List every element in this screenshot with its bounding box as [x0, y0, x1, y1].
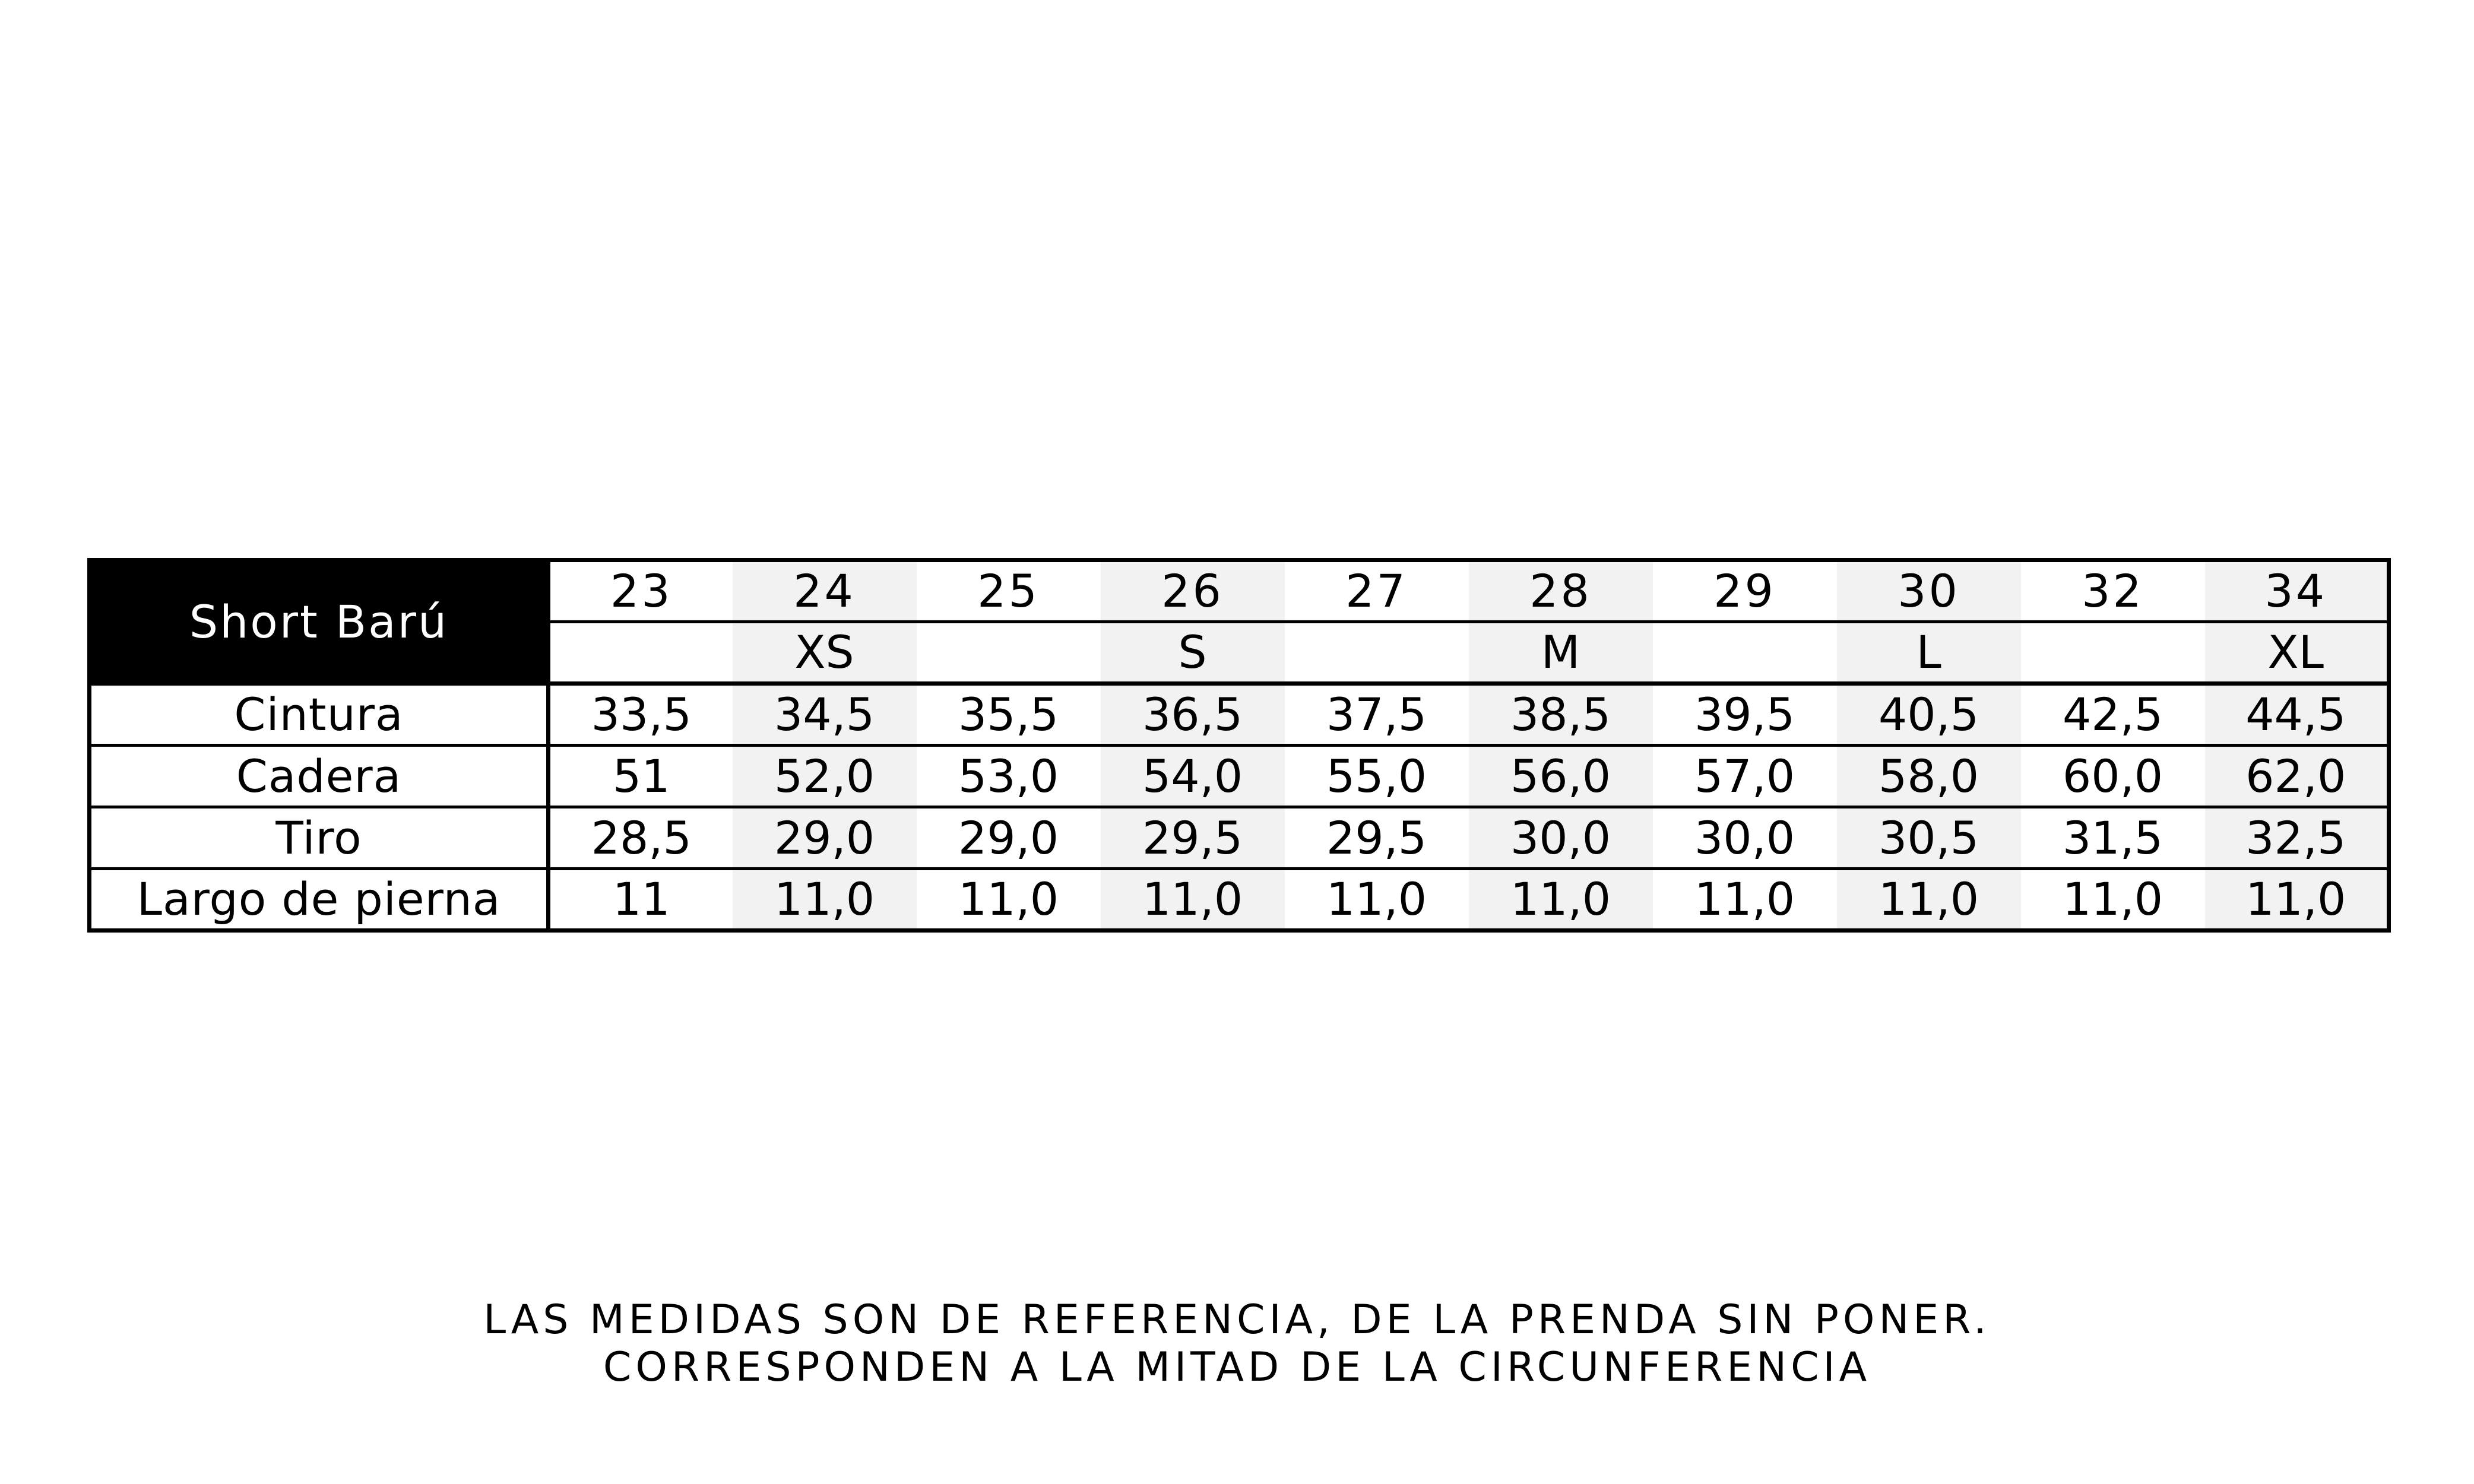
measure-cell: 56,0: [1469, 746, 1653, 807]
size-number-cell: 26: [1101, 560, 1285, 622]
size-letter-cell: L: [1837, 622, 2021, 684]
size-number-cell: 27: [1285, 560, 1469, 622]
measure-cell: 29,0: [733, 807, 917, 869]
size-letter-cell: [917, 622, 1101, 684]
measure-cell: 34,5: [733, 684, 917, 746]
measure-cell: 54,0: [1101, 746, 1285, 807]
size-number-cell: 29: [1653, 560, 1837, 622]
measure-cell: 32,5: [2205, 807, 2389, 869]
measure-cell: 40,5: [1837, 684, 2021, 746]
size-letter-cell: [1285, 622, 1469, 684]
measure-cell: 30,0: [1653, 807, 1837, 869]
measure-cell: 11: [612, 873, 670, 925]
row-label: Cadera: [90, 746, 549, 807]
size-number-cell: 24: [733, 560, 917, 622]
size-number-cell: 23: [549, 560, 733, 622]
measure-cell: 42,5: [2021, 684, 2205, 746]
measure-cell: 39,5: [1653, 684, 1837, 746]
measure-cell: 55,0: [1285, 746, 1469, 807]
row-label: Cintura: [90, 684, 549, 746]
measure-cell: 37,5: [1285, 684, 1469, 746]
measure-cell: 11,0: [1101, 869, 1285, 931]
measure-cell: 11,0: [2205, 869, 2389, 931]
size-letter-cell: [549, 622, 733, 684]
table-row-tiro: [90, 807, 2389, 869]
measure-cell: 29,5: [1101, 807, 1285, 869]
measure-cell: 57,0: [1653, 746, 1837, 807]
size-number-cell: 32: [2021, 560, 2205, 622]
measure-cell: 11,0: [2062, 873, 2163, 925]
table-row-cintura: [90, 684, 2389, 746]
table-row-cadera: [90, 746, 2389, 807]
measure-cell: 31,5: [2021, 807, 2205, 869]
measure-cell: 11,0: [1326, 873, 1427, 925]
measure-cell: 44,5: [2205, 684, 2389, 746]
measure-cell: 11,0: [1694, 873, 1795, 925]
size-number-cell: 25: [917, 560, 1101, 622]
size-letter-cell: XS: [733, 622, 917, 684]
measure-cell: 35,5: [917, 684, 1101, 746]
footnote-line-2: CORRESPONDEN A LA MITAD DE LA CIRCUNFERENCIA: [603, 1344, 1871, 1391]
measure-cell: 11,0: [1837, 869, 2021, 931]
size-letter-cell: XL: [2205, 622, 2389, 684]
size-letter-cell: M: [1469, 622, 1653, 684]
measure-cell: 62,0: [2205, 746, 2389, 807]
measure-cell: 30,0: [1469, 807, 1653, 869]
footnote-line-1: LAS MEDIDAS SON DE REFERENCIA, DE LA PRENDA SIN PONER.: [483, 1296, 1991, 1343]
size-number-cell: 30: [1837, 560, 2021, 622]
measure-cell: 36,5: [1101, 684, 1285, 746]
size-chart-table: [87, 558, 2391, 933]
measure-cell: 52,0: [733, 746, 917, 807]
table-row-largo-de-pierna: [90, 869, 2389, 931]
measure-cell: 33,5: [549, 684, 733, 746]
size-letter-cell: [2021, 622, 2205, 684]
size-letter-cell: S: [1101, 622, 1285, 684]
row-label: Tiro: [90, 807, 549, 869]
row-label: Largo de pierna: [90, 869, 549, 931]
measure-cell: 29,0: [917, 807, 1101, 869]
measure-cell: 11,0: [733, 869, 917, 931]
measure-cell: 58,0: [1837, 746, 2021, 807]
measure-cell: 11,0: [958, 873, 1059, 925]
measure-cell: 11,0: [1469, 869, 1653, 931]
measure-cell: 38,5: [1469, 684, 1653, 746]
measure-cell: 30,5: [1837, 807, 2021, 869]
size-number-cell: 28: [1469, 560, 1653, 622]
size-number-row: [90, 560, 2389, 622]
measure-cell: 51: [549, 746, 733, 807]
size-letter-cell: [1653, 622, 1837, 684]
size-number-cell: 34: [2205, 560, 2389, 622]
measure-cell: 28,5: [549, 807, 733, 869]
table-title: Short Barú: [90, 560, 549, 684]
measure-cell: 29,5: [1285, 807, 1469, 869]
measure-cell: 53,0: [917, 746, 1101, 807]
measure-cell: 60,0: [2021, 746, 2205, 807]
